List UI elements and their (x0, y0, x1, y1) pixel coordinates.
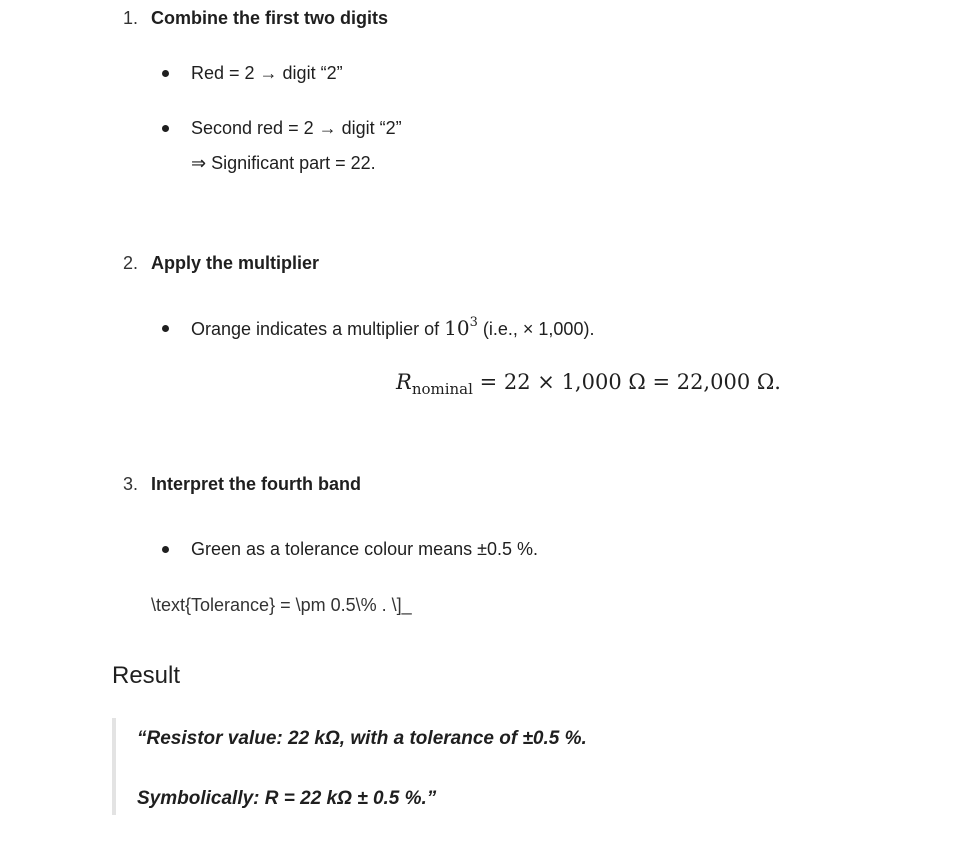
nominal-equation (396, 370, 781, 398)
step-2-number: 2. (123, 253, 139, 273)
result-heading: Result (112, 662, 181, 689)
step-2-bullet-1 (191, 316, 594, 340)
step-2-bullet-prefix: Orange indicates a multiplier of (191, 319, 440, 339)
step-1-title: Combine the first two digits (151, 8, 388, 28)
step-1-bullet-2: Second red = 2 → digit “2” (191, 118, 402, 138)
step-1-number: 1. (123, 8, 139, 28)
equation-rhs: = 22 × 1,000 Ω = 22,000 Ω. (479, 370, 781, 394)
multiplier-power (444, 316, 478, 340)
bullet-dot (162, 125, 169, 132)
blockquote-bar (112, 718, 116, 815)
result-quote-line-2: Symbolically: R = 22 kΩ ± 0.5 %.” (137, 788, 437, 809)
step-3-number: 3. (123, 474, 139, 494)
step-3-title: Interpret the fourth band (151, 474, 361, 494)
step-2-bullet-suffix: (i.e., × 1,000). (482, 319, 595, 339)
step-3-bullet-1: Green as a tolerance colour means ±0.5 %. (191, 539, 539, 559)
result-quote-line-1: “Resistor value: 22 kΩ, with a tolerance of ±0.5 %. (137, 728, 587, 749)
bullet-dot (162, 325, 169, 332)
step-1-conclusion: ⇒ Significant part = 22. (191, 153, 376, 173)
step-2-title: Apply the multiplier (151, 253, 320, 273)
step-1-bullet-1: Red = 2 → digit “2” (191, 63, 343, 83)
multiplier-base: 10 (444, 316, 470, 340)
bullet-dot (162, 546, 169, 553)
equation-symbol: R (396, 370, 412, 394)
multiplier-exponent: 3 (469, 315, 478, 330)
raw-latex-text: \text{Tolerance} = \pm 0.5\% . \]_ (151, 595, 412, 615)
equation-subscript: nominal (411, 380, 473, 398)
bullet-dot (162, 70, 169, 77)
